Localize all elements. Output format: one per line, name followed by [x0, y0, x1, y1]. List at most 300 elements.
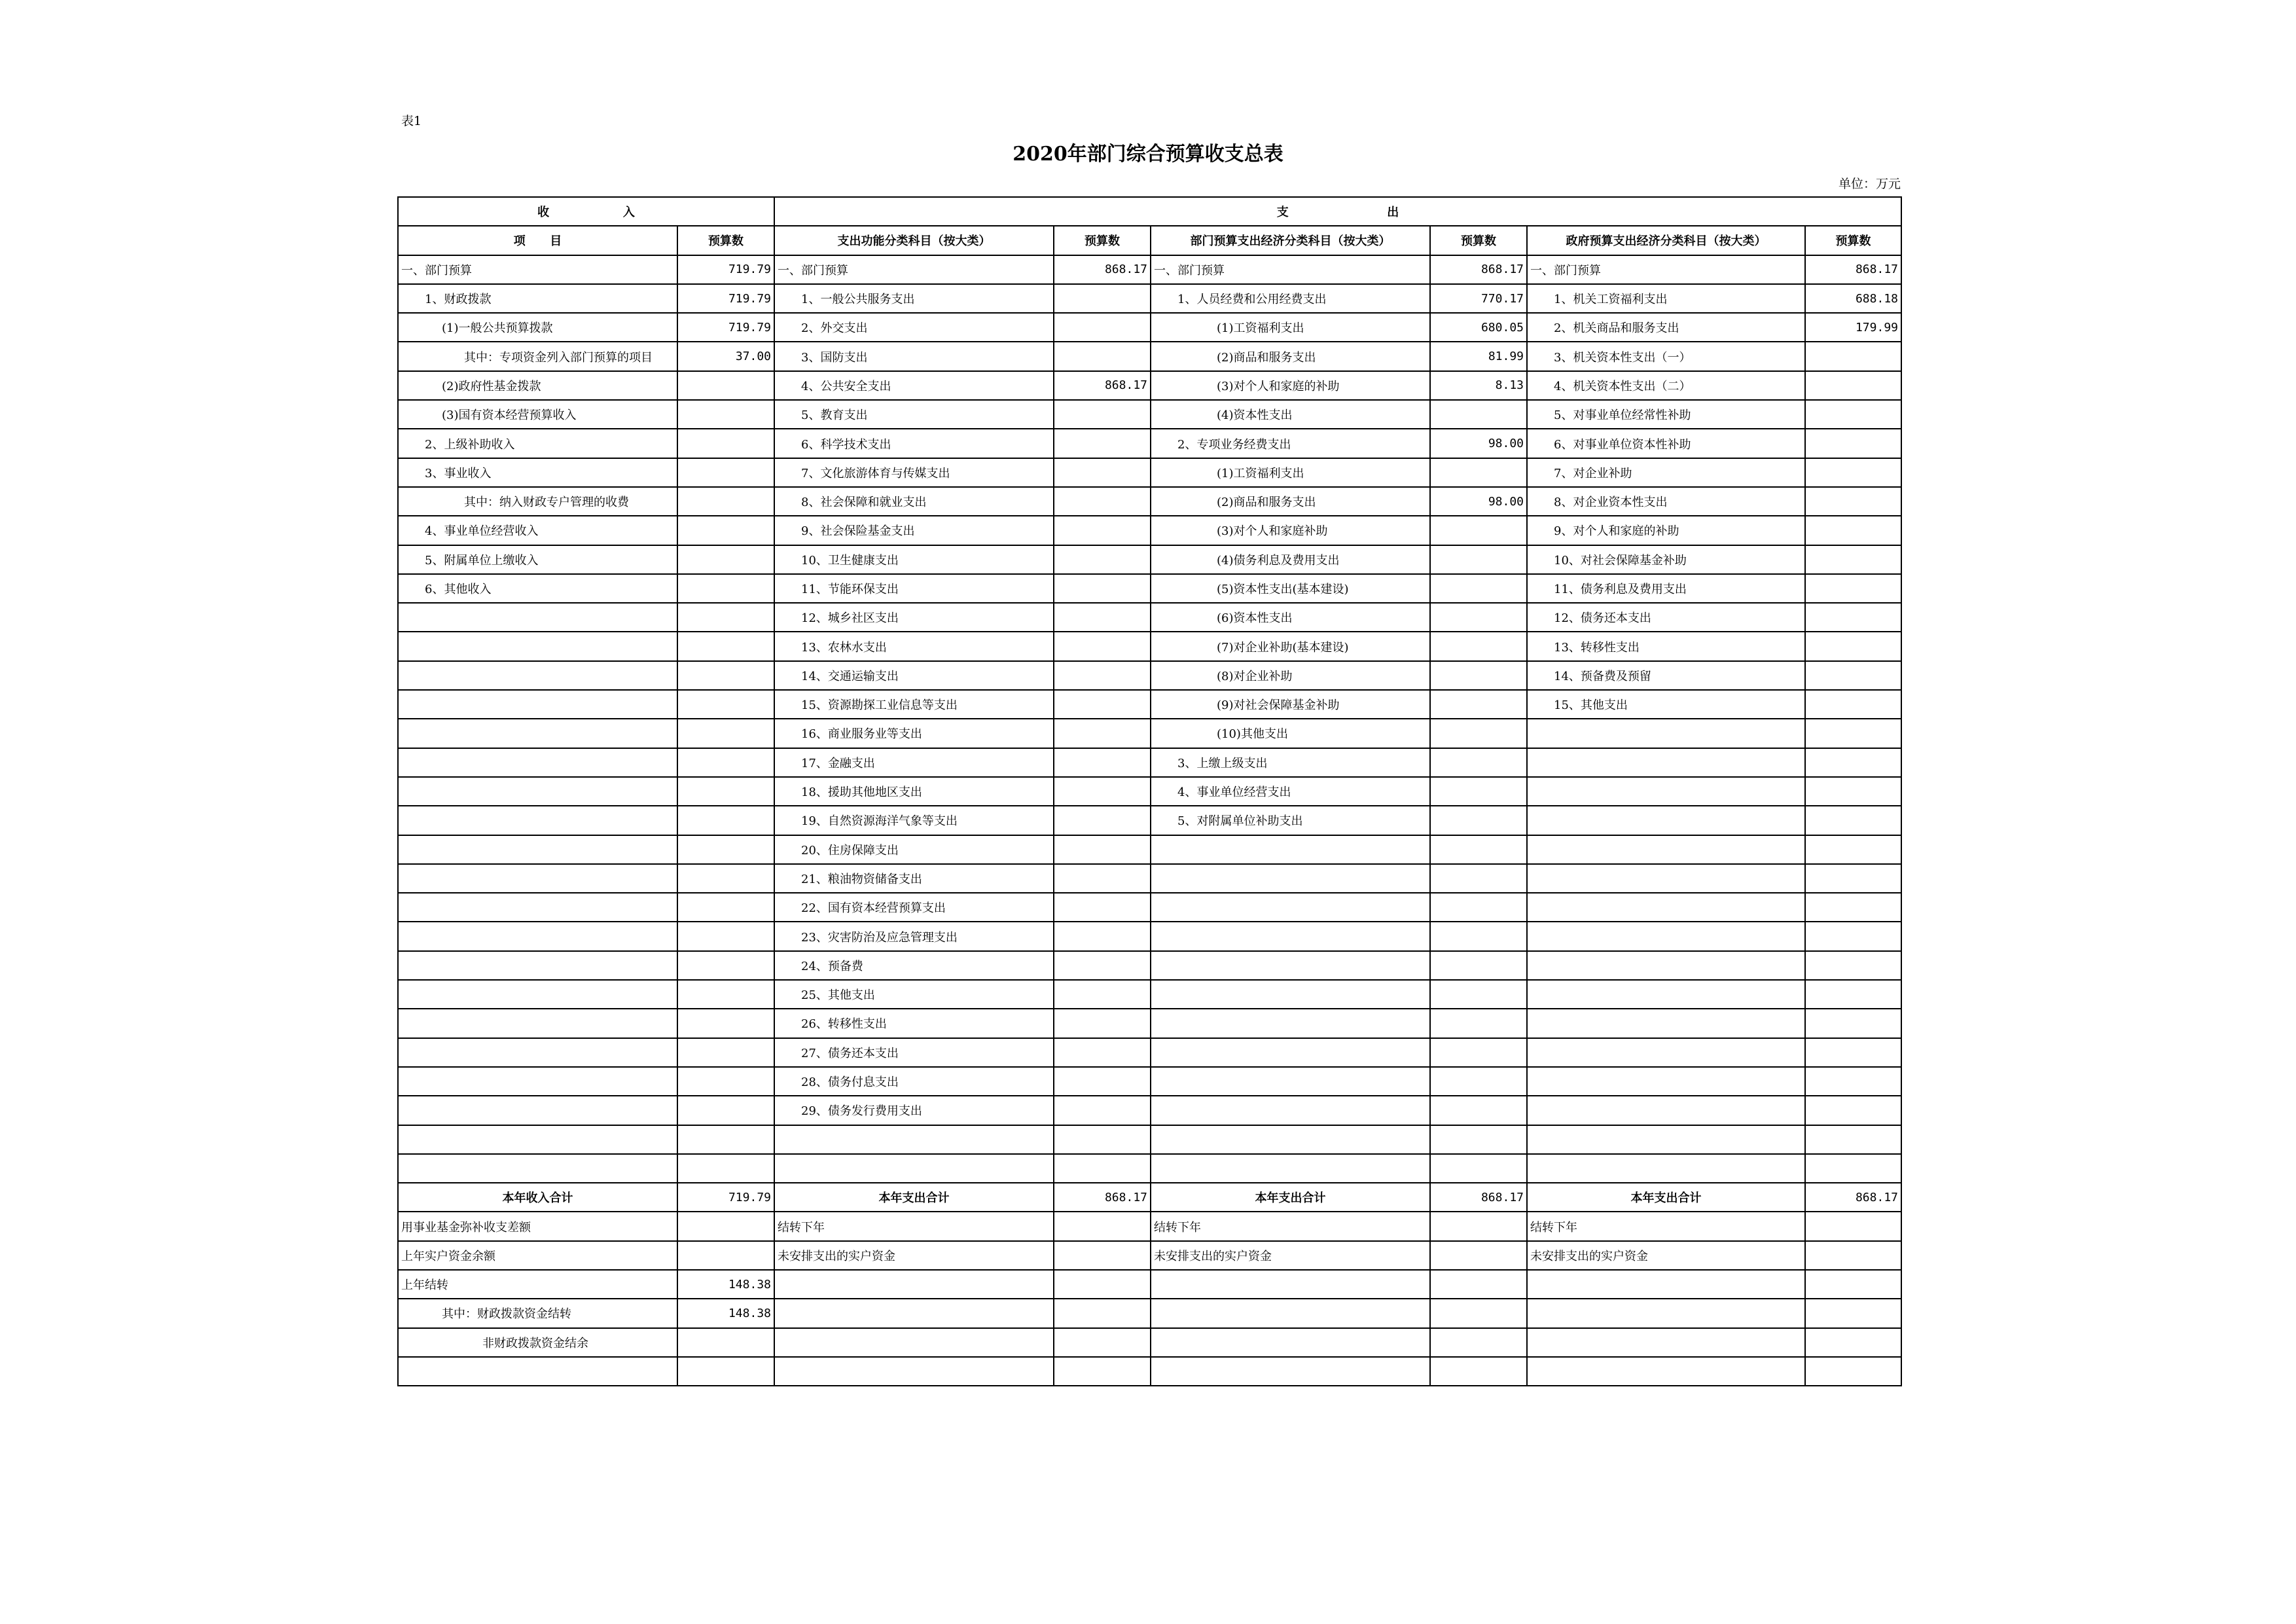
table-body	[398, 255, 1901, 1183]
item-label-cell: 6、其他收入	[398, 574, 677, 603]
table-row	[398, 487, 1901, 516]
item-label-cell: 1、机关工资福利支出	[1527, 284, 1805, 313]
table-row	[398, 893, 1901, 922]
budget-value-cell	[1430, 1038, 1527, 1067]
budget-value-cell	[677, 632, 774, 660]
func-header: 支出功能分类科目（按大类）	[774, 226, 1054, 255]
item-label-cell: 4、公共安全支出	[774, 371, 1054, 400]
table-row	[398, 255, 1901, 284]
budget-value-cell	[1430, 545, 1527, 574]
item-label-cell: 用事业基金弥补收支差额	[398, 1212, 677, 1240]
item-label-cell	[398, 806, 677, 835]
budget-value-cell	[1054, 487, 1151, 516]
footer-row	[398, 1212, 1901, 1240]
budget-value-cell	[677, 690, 774, 719]
item-label-cell	[398, 661, 677, 690]
item-label-cell: 13、农林水支出	[774, 632, 1054, 660]
budget-value-cell	[1805, 980, 1901, 1009]
item-label-cell: 5、对附属单位补助支出	[1151, 806, 1430, 835]
item-label-cell	[1527, 922, 1805, 950]
budget-value-cell	[1054, 1038, 1151, 1067]
budget-value-cell	[1805, 1212, 1901, 1240]
budget-value-cell	[1805, 777, 1901, 806]
item-label-cell	[774, 1299, 1054, 1327]
budget-value-cell	[1430, 835, 1527, 864]
budget-value-cell	[1054, 922, 1151, 950]
budget-value-cell	[1805, 632, 1901, 660]
budget-value-cell	[1054, 545, 1151, 574]
footer-row	[398, 1357, 1901, 1386]
item-label-cell	[398, 951, 677, 980]
budget-value-cell: 179.99	[1805, 313, 1901, 342]
budget-value-cell	[677, 951, 774, 980]
table-row	[398, 342, 1901, 370]
item-label-cell	[1151, 864, 1430, 893]
budget-value-cell	[1430, 1241, 1527, 1270]
item-label-cell	[774, 1270, 1054, 1299]
budget-value-cell	[1430, 951, 1527, 980]
item-label-cell	[398, 893, 677, 922]
item-label-cell	[1151, 893, 1430, 922]
budget-value-cell	[1054, 400, 1151, 429]
budget-value-cell: 680.05	[1430, 313, 1527, 342]
budget-value-cell	[1805, 748, 1901, 777]
item-label-cell: 4、事业单位经营收入	[398, 516, 677, 545]
budget-value-cell	[1054, 777, 1151, 806]
item-label-cell	[1527, 835, 1805, 864]
item-label-cell	[1151, 1067, 1430, 1096]
table-row	[398, 951, 1901, 980]
table-row	[398, 922, 1901, 950]
item-label-cell: 12、城乡社区支出	[774, 603, 1054, 632]
item-label-cell	[774, 1357, 1054, 1386]
table-row	[398, 980, 1901, 1009]
budget-value-cell	[1805, 1357, 1901, 1386]
item-label-cell: 10、卫生健康支出	[774, 545, 1054, 574]
budget-value-cell	[1054, 1067, 1151, 1096]
item-label-cell: 15、其他支出	[1527, 690, 1805, 719]
budget-value-cell	[677, 719, 774, 748]
item-label-cell	[1151, 1125, 1430, 1154]
footer-row	[398, 1270, 1901, 1299]
budget-value-cell: 719.79	[677, 284, 774, 313]
budget-value-cell	[1054, 1125, 1151, 1154]
expense-total-label: 本年支出合计	[1151, 1183, 1430, 1212]
item-label-cell: 14、预备费及预留	[1527, 661, 1805, 690]
budget-value-cell	[1430, 1357, 1527, 1386]
item-label-cell	[398, 1067, 677, 1096]
item-label-cell: (8)对企业补助	[1151, 661, 1430, 690]
budget-value-cell	[1054, 342, 1151, 370]
budget-value-cell	[1430, 632, 1527, 660]
item-label-cell: 1、人员经费和公用经费支出	[1151, 284, 1430, 313]
table-row	[398, 284, 1901, 313]
table-row	[398, 371, 1901, 400]
totals-body	[398, 1183, 1901, 1212]
item-label-cell: 7、文化旅游体育与传媒支出	[774, 458, 1054, 487]
footer-row	[398, 1241, 1901, 1270]
item-label-cell	[774, 1125, 1054, 1154]
income-total-value: 719.79	[677, 1183, 774, 1212]
item-label-cell: (5)资本性支出(基本建设)	[1151, 574, 1430, 603]
table-row	[398, 1009, 1901, 1038]
budget-value-cell	[1054, 516, 1151, 545]
dept-econ-header: 部门预算支出经济分类科目（按大类）	[1151, 226, 1430, 255]
budget-value-cell	[1805, 1299, 1901, 1327]
budget-value-cell	[1054, 458, 1151, 487]
budget-value-cell	[1805, 371, 1901, 400]
item-label-cell: 11、节能环保支出	[774, 574, 1054, 603]
item-label-cell	[1527, 980, 1805, 1009]
item-label-cell: 3、国防支出	[774, 342, 1054, 370]
item-label-cell	[1151, 1299, 1430, 1327]
table-row	[398, 661, 1901, 690]
budget-value-cell: 98.00	[1430, 487, 1527, 516]
item-label-cell: 2、专项业务经费支出	[1151, 429, 1430, 458]
budget-value-cell	[1054, 864, 1151, 893]
header-row-top	[398, 197, 1901, 226]
budget-value-cell	[1054, 1009, 1151, 1038]
budget-header: 预算数	[1805, 226, 1901, 255]
budget-value-cell	[1805, 545, 1901, 574]
item-label-cell	[1151, 835, 1430, 864]
item-label-cell: 4、机关资本性支出（二）	[1527, 371, 1805, 400]
item-label-cell: 2、外交支出	[774, 313, 1054, 342]
item-label-cell: (6)资本性支出	[1151, 603, 1430, 632]
budget-value-cell	[677, 980, 774, 1009]
item-label-cell: 8、对企业资本性支出	[1527, 487, 1805, 516]
item-label-cell: 7、对企业补助	[1527, 458, 1805, 487]
budget-value-cell	[1430, 1328, 1527, 1357]
budget-value-cell	[677, 1328, 774, 1357]
budget-value-cell	[1805, 922, 1901, 950]
budget-value-cell	[1430, 1212, 1527, 1240]
budget-value-cell	[1054, 429, 1151, 458]
item-label-cell	[1527, 1357, 1805, 1386]
item-label-cell: 9、社会保险基金支出	[774, 516, 1054, 545]
table-row	[398, 313, 1901, 342]
item-label-cell: 25、其他支出	[774, 980, 1054, 1009]
budget-value-cell: 81.99	[1430, 342, 1527, 370]
table-row	[398, 429, 1901, 458]
item-label-cell: 20、住房保障支出	[774, 835, 1054, 864]
budget-value-cell	[677, 864, 774, 893]
item-label-cell: 26、转移性支出	[774, 1009, 1054, 1038]
item-label-cell: 非财政拨款资金结余	[398, 1328, 677, 1357]
item-label-cell	[398, 719, 677, 748]
item-label-cell: 其中：专项资金列入部门预算的项目	[398, 342, 677, 370]
budget-header: 预算数	[1430, 226, 1527, 255]
item-label-cell: (2)政府性基金拨款	[398, 371, 677, 400]
budget-header: 预算数	[1054, 226, 1151, 255]
budget-value-cell	[1430, 1009, 1527, 1038]
budget-value-cell	[1054, 1270, 1151, 1299]
budget-value-cell	[677, 545, 774, 574]
item-label-cell	[1527, 893, 1805, 922]
item-label-cell	[398, 1038, 677, 1067]
item-label-cell	[1151, 1038, 1430, 1067]
budget-value-cell	[1805, 1038, 1901, 1067]
item-label-cell: (3)对个人和家庭的补助	[1151, 371, 1430, 400]
item-label-cell	[1527, 1270, 1805, 1299]
item-label-cell	[398, 1125, 677, 1154]
item-label-cell: 结转下年	[774, 1212, 1054, 1240]
item-label-cell: (3)国有资本经营预算收入	[398, 400, 677, 429]
item-label-cell: 21、粮油物资储备支出	[774, 864, 1054, 893]
item-label-cell: 未安排支出的实户资金	[1527, 1241, 1805, 1270]
item-label-cell: 29、债务发行费用支出	[774, 1096, 1054, 1125]
item-label-cell: 2、上级补助收入	[398, 429, 677, 458]
item-label-cell	[398, 1009, 677, 1038]
table-row	[398, 1125, 1901, 1154]
budget-value-cell	[1805, 864, 1901, 893]
budget-value-cell	[1430, 922, 1527, 950]
item-label-cell: 6、科学技术支出	[774, 429, 1054, 458]
item-label-cell	[1527, 864, 1805, 893]
budget-value-cell	[1805, 603, 1901, 632]
expense-total-value: 868.17	[1805, 1183, 1901, 1212]
budget-value-cell	[1054, 1096, 1151, 1125]
table-row	[398, 400, 1901, 429]
item-header: 项 目	[398, 226, 677, 255]
item-label-cell	[774, 1328, 1054, 1357]
item-label-cell: (1)一般公共预算拨款	[398, 313, 677, 342]
budget-value-cell	[1805, 1154, 1901, 1183]
budget-value-cell	[1054, 719, 1151, 748]
budget-value-cell	[1805, 1270, 1901, 1299]
budget-value-cell	[677, 1038, 774, 1067]
budget-value-cell: 868.17	[1054, 255, 1151, 284]
table-row	[398, 1038, 1901, 1067]
item-label-cell: 14、交通运输支出	[774, 661, 1054, 690]
table-row	[398, 632, 1901, 660]
item-label-cell: (4)债务利息及费用支出	[1151, 545, 1430, 574]
budget-value-cell: 37.00	[677, 342, 774, 370]
budget-value-cell	[1805, 516, 1901, 545]
budget-value-cell	[1805, 400, 1901, 429]
item-label-cell: 24、预备费	[774, 951, 1054, 980]
item-label-cell: 23、灾害防治及应急管理支出	[774, 922, 1054, 950]
item-label-cell	[1527, 719, 1805, 748]
table-row	[398, 864, 1901, 893]
item-label-cell	[1151, 1270, 1430, 1299]
item-label-cell	[1151, 1096, 1430, 1125]
item-label-cell: (3)对个人和家庭补助	[1151, 516, 1430, 545]
item-label-cell	[1527, 777, 1805, 806]
table-row	[398, 574, 1901, 603]
budget-value-cell: 770.17	[1430, 284, 1527, 313]
item-label-cell: 12、债务还本支出	[1527, 603, 1805, 632]
table-row	[398, 545, 1901, 574]
item-label-cell: 1、一般公共服务支出	[774, 284, 1054, 313]
budget-value-cell	[1430, 400, 1527, 429]
item-label-cell: 5、教育支出	[774, 400, 1054, 429]
item-label-cell: 一、部门预算	[1151, 255, 1430, 284]
budget-value-cell	[1054, 661, 1151, 690]
item-label-cell	[398, 748, 677, 777]
budget-value-cell	[677, 661, 774, 690]
item-label-cell: 3、事业收入	[398, 458, 677, 487]
budget-value-cell	[1805, 1328, 1901, 1357]
budget-value-cell	[1805, 574, 1901, 603]
item-label-cell: 一、部门预算	[398, 255, 677, 284]
item-label-cell: (4)资本性支出	[1151, 400, 1430, 429]
item-label-cell: 其中：财政拨款资金结转	[398, 1299, 677, 1327]
table-row	[398, 777, 1901, 806]
budget-value-cell	[677, 1067, 774, 1096]
budget-value-cell	[1805, 1241, 1901, 1270]
item-label-cell: 2、机关商品和服务支出	[1527, 313, 1805, 342]
item-label-cell	[1151, 980, 1430, 1009]
budget-value-cell	[1430, 1125, 1527, 1154]
budget-value-cell	[677, 400, 774, 429]
item-label-cell	[1527, 951, 1805, 980]
budget-value-cell	[1430, 864, 1527, 893]
budget-value-cell	[1054, 835, 1151, 864]
item-label-cell	[398, 1357, 677, 1386]
expense-total-label: 本年支出合计	[774, 1183, 1054, 1212]
item-label-cell	[398, 1096, 677, 1125]
table-row	[398, 719, 1901, 748]
item-label-cell	[1151, 1009, 1430, 1038]
budget-value-cell	[1805, 429, 1901, 458]
item-label-cell: 18、援助其他地区支出	[774, 777, 1054, 806]
budget-value-cell	[1805, 806, 1901, 835]
item-label-cell: 4、事业单位经营支出	[1151, 777, 1430, 806]
item-label-cell: (9)对社会保障基金补助	[1151, 690, 1430, 719]
item-label-cell: 结转下年	[1527, 1212, 1805, 1240]
item-label-cell	[1151, 1357, 1430, 1386]
budget-value-cell	[1054, 1154, 1151, 1183]
item-label-cell: 15、资源勘探工业信息等支出	[774, 690, 1054, 719]
budget-value-cell	[1430, 690, 1527, 719]
income-header: 收 入	[398, 197, 774, 226]
budget-value-cell	[677, 371, 774, 400]
budget-value-cell: 868.17	[1805, 255, 1901, 284]
budget-value-cell	[1054, 1328, 1151, 1357]
budget-value-cell	[677, 458, 774, 487]
item-label-cell: 1、财政拨款	[398, 284, 677, 313]
item-label-cell: 28、债务付息支出	[774, 1067, 1054, 1096]
item-label-cell	[398, 980, 677, 1009]
item-label-cell: 5、附属单位上缴收入	[398, 545, 677, 574]
item-label-cell: 27、债务还本支出	[774, 1038, 1054, 1067]
budget-value-cell	[1805, 1067, 1901, 1096]
page-title: 2020年部门综合预算收支总表	[1013, 143, 1283, 166]
budget-value-cell	[1430, 719, 1527, 748]
budget-table	[397, 196, 1902, 1386]
item-label-cell: (7)对企业补助(基本建设)	[1151, 632, 1430, 660]
budget-value-cell	[1430, 806, 1527, 835]
budget-value-cell	[1430, 1154, 1527, 1183]
item-label-cell: 上年结转	[398, 1270, 677, 1299]
budget-value-cell	[1430, 1096, 1527, 1125]
item-label-cell	[1527, 1096, 1805, 1125]
expense-total-value: 868.17	[1430, 1183, 1527, 1212]
item-label-cell	[1151, 1328, 1430, 1357]
item-label-cell: 11、债务利息及费用支出	[1527, 574, 1805, 603]
budget-value-cell: 688.18	[1805, 284, 1901, 313]
budget-value-cell: 868.17	[1054, 371, 1151, 400]
item-label-cell: (1)工资福利支出	[1151, 458, 1430, 487]
item-label-cell	[398, 690, 677, 719]
item-label-cell	[398, 777, 677, 806]
budget-value-cell	[1054, 574, 1151, 603]
budget-value-cell	[1805, 951, 1901, 980]
item-label-cell: 未安排支出的实户资金	[1151, 1241, 1430, 1270]
totals-row	[398, 1183, 1901, 1212]
table-row	[398, 1096, 1901, 1125]
budget-value-cell	[1430, 458, 1527, 487]
budget-value-cell	[1054, 1357, 1151, 1386]
budget-value-cell	[677, 1096, 774, 1125]
budget-value-cell: 148.38	[677, 1299, 774, 1327]
item-label-cell	[398, 922, 677, 950]
budget-value-cell	[1430, 1067, 1527, 1096]
budget-value-cell	[1805, 458, 1901, 487]
budget-value-cell	[1430, 893, 1527, 922]
unit-label: 单位：万元	[1838, 177, 1901, 191]
budget-value-cell	[1054, 632, 1151, 660]
item-label-cell	[1527, 748, 1805, 777]
item-label-cell: 5、对事业单位经常性补助	[1527, 400, 1805, 429]
item-label-cell	[774, 1154, 1054, 1183]
item-label-cell: 结转下年	[1151, 1212, 1430, 1240]
budget-value-cell	[1430, 777, 1527, 806]
budget-value-cell	[677, 487, 774, 516]
budget-value-cell	[1805, 342, 1901, 370]
budget-value-cell	[1430, 748, 1527, 777]
budget-value-cell	[1805, 487, 1901, 516]
item-label-cell	[1527, 1125, 1805, 1154]
budget-value-cell	[1054, 313, 1151, 342]
budget-value-cell	[1054, 806, 1151, 835]
table-number: 表1	[401, 114, 422, 128]
budget-value-cell	[677, 1212, 774, 1240]
budget-value-cell	[1430, 574, 1527, 603]
item-label-cell: 16、商业服务业等支出	[774, 719, 1054, 748]
budget-header: 预算数	[677, 226, 774, 255]
budget-value-cell	[1805, 661, 1901, 690]
budget-value-cell: 148.38	[677, 1270, 774, 1299]
item-label-cell: 17、金融支出	[774, 748, 1054, 777]
table-row	[398, 806, 1901, 835]
budget-value-cell	[677, 835, 774, 864]
budget-value-cell	[677, 922, 774, 950]
budget-value-cell: 719.79	[677, 255, 774, 284]
budget-value-cell	[1805, 719, 1901, 748]
item-label-cell	[1527, 1038, 1805, 1067]
item-label-cell: 3、上缴上级支出	[1151, 748, 1430, 777]
item-label-cell	[1527, 1299, 1805, 1327]
item-label-cell: 8、社会保障和就业支出	[774, 487, 1054, 516]
budget-value-cell: 8.13	[1430, 371, 1527, 400]
expense-header: 支 出	[774, 197, 1901, 226]
table-row	[398, 1154, 1901, 1183]
header-row-columns	[398, 226, 1901, 255]
item-label-cell: 22、国有资本经营预算支出	[774, 893, 1054, 922]
item-label-cell: 19、自然资源海洋气象等支出	[774, 806, 1054, 835]
budget-value-cell	[1805, 1096, 1901, 1125]
budget-value-cell	[677, 748, 774, 777]
budget-value-cell	[1054, 980, 1151, 1009]
budget-value-cell	[1054, 1299, 1151, 1327]
item-label-cell: 3、机关资本性支出（一）	[1527, 342, 1805, 370]
footer-body	[398, 1212, 1901, 1386]
budget-value-cell	[677, 1125, 774, 1154]
budget-value-cell	[1054, 1212, 1151, 1240]
table-row	[398, 690, 1901, 719]
